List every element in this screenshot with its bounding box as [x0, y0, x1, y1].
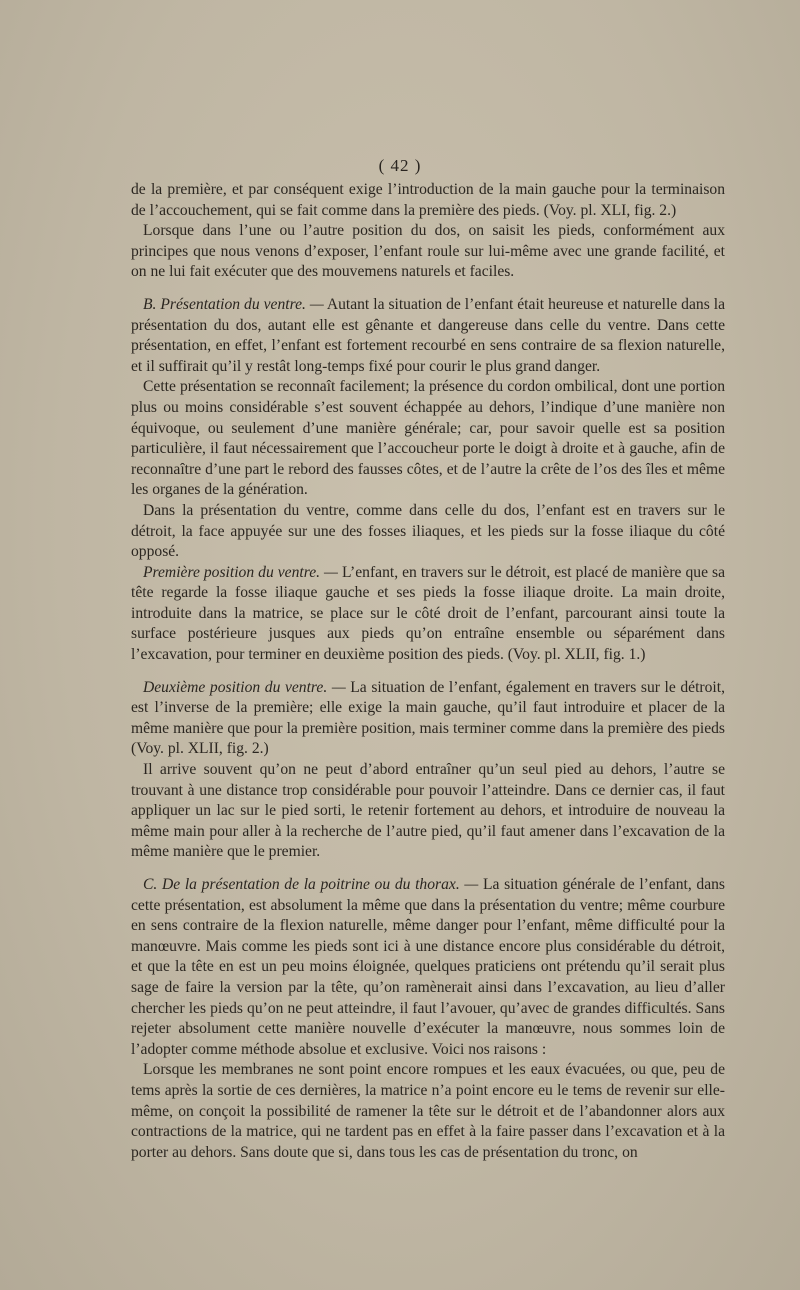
paragraph-text: Lorsque les membranes ne sont point encore rompues et les eaux évacuées, ou que, peu de tems après la sortie de ces dernières, la matrice n’a point encore eu le tems de revenir sur elle-même, on conçoit la possibilité de ramener la tête sur le détroit et de l’abandonner alors aux contractions de la matrice, qui ne tardent pas en effet à la faire passer dans l’excavation et à la porter au dehors. Sans doute que si, dans tous les cas de présentation du tronc, on — [131, 1061, 725, 1161]
paragraph-text: de la première, et par conséquent exige l’introduction de la main gauche pour la terminaison de l’accouchement, qui se fait comme dans la première des pieds. (Voy. pl. XLI, fig. 2.) — [131, 181, 725, 219]
section-heading: B. Présentation du ventre. — — [143, 295, 324, 313]
section-c-heading-paragraph — [131, 875, 725, 1060]
paragraph-text: La situation générale de l’enfant, dans cette présentation, est absolument la même que dans la présentation du ventre; même courbure en sens contraire de la flexion naturelle, même danger pour l’enfant, même difficulté pour la manœuvre. Mais comme les pieds sont ici à une distance encore plus considérable du détroit, et que la tête en est un peu moins éloignée, quelques praticiens ont prétendu qu’il serait plus sage de faire la version par la tête, qu’on ramènerait ainsi dans l’excavation, au lieu d’aller chercher les pieds qu’on ne peut atteindre, il faut l’avouer, qu’avec de grandes difficultés. Sans rejeter absolument cette manière nouvelle d’exécuter la manœuvre, nous sommes loin de l’adopter comme méthode absolue et exclusive. Voici nos raisons : — [131, 876, 725, 1058]
subsection-heading: Deuxième position du ventre. — — [143, 678, 346, 696]
section-heading: C. De la présentation de la poitrine ou du thorax. — — [143, 876, 479, 893]
paragraph-text: Dans la présentation du ventre, comme dans celle du dos, l’enfant est en travers sur le détroit, la face appuyée sur une des fosses iliaques, et les pieds sur la fosse iliaque du côté opposé. — [131, 501, 725, 561]
paragraph — [131, 221, 725, 283]
paragraph — [131, 1060, 725, 1163]
paragraph-text: Cette présentation se reconnaît facilement; la présence du cordon ombilical, dont une portion plus ou moins considérable s’est souvent échappée au dehors, l’indique d’une manière non équivoque, ou seulement d’une manière générale; car, pour savoir quelle est sa position particulière, il faut nécessairement que l’accoucheur porte le doigt à droite et à gauche, afin de reconnaître d’une part le rebord des fausses côtes, et de l’autre la crête de l’os des îles et même les organes de la génération. — [131, 378, 725, 499]
position-paragraph — [131, 563, 725, 666]
paragraph-text: Lorsque dans l’une ou l’autre position du dos, on saisit les pieds, conformément aux principes que nous venons d’exposer, l’enfant roule sur lui-même avec une grande facilité, et on ne lui fait exécuter que des mouvemens naturels et faciles. — [131, 222, 725, 281]
page-number: ( 42 ) — [378, 156, 422, 175]
paragraph — [131, 501, 725, 563]
body-text — [131, 180, 725, 1163]
paragraph — [131, 377, 725, 501]
paragraph — [131, 760, 725, 863]
paragraph — [131, 180, 725, 221]
paragraph-text: La situation de l’enfant, également en travers sur le détroit, est l’inverse de la première; elle exige la main gauche, qu’il faut introduire et placer de la même manière que pour la première position, mais terminer comme dans la première des pieds (Voy. pl. XLII, fig. 2.) — [131, 678, 725, 758]
subsection-heading: Première position du ventre. — — [143, 563, 338, 581]
paragraph-text: L’enfant, en travers sur le détroit, est placé de manière que sa tête regarde la fosse iliaque gauche et ses pieds la fosse iliaque droite. La main droite, introduite dans la matrice, se place sur le côté droit de l’enfant, parcourant ainsi toute la surface postérieure jusques aux pieds qu’on entraîne ensemble ou séparément dans l’excavation, pour terminer en deuxième position des pieds. (Voy. pl. XLII, fig. 1.) — [131, 563, 726, 664]
position-paragraph — [131, 678, 725, 760]
paragraph-text: Autant la situation de l’enfant était heureuse et naturelle dans la présentation du dos, autant elle est gênante et dangereuse dans celle du ventre. Dans cette présentation, en effet, l’enfant est fortement recourbé en sens contraire de sa flexion naturelle, et il suffirait qu’il y restât long-temps fixé pour courir le plus grand danger. — [131, 295, 725, 375]
section-b-heading-paragraph — [131, 295, 725, 377]
paragraph-text: Il arrive souvent qu’on ne peut d’abord entraîner qu’un seul pied au dehors, l’autre se trouvant à une distance trop considérable pour pouvoir l’atteindre. Dans ce dernier cas, il faut appliquer un lac sur le pied sorti, le retenir fortement au dehors, et introduire de nouveau la même main pour aller à la recherche de l’autre pied, qu’il faut amener dans l’excavation de la même manière que le premier. — [131, 761, 725, 861]
